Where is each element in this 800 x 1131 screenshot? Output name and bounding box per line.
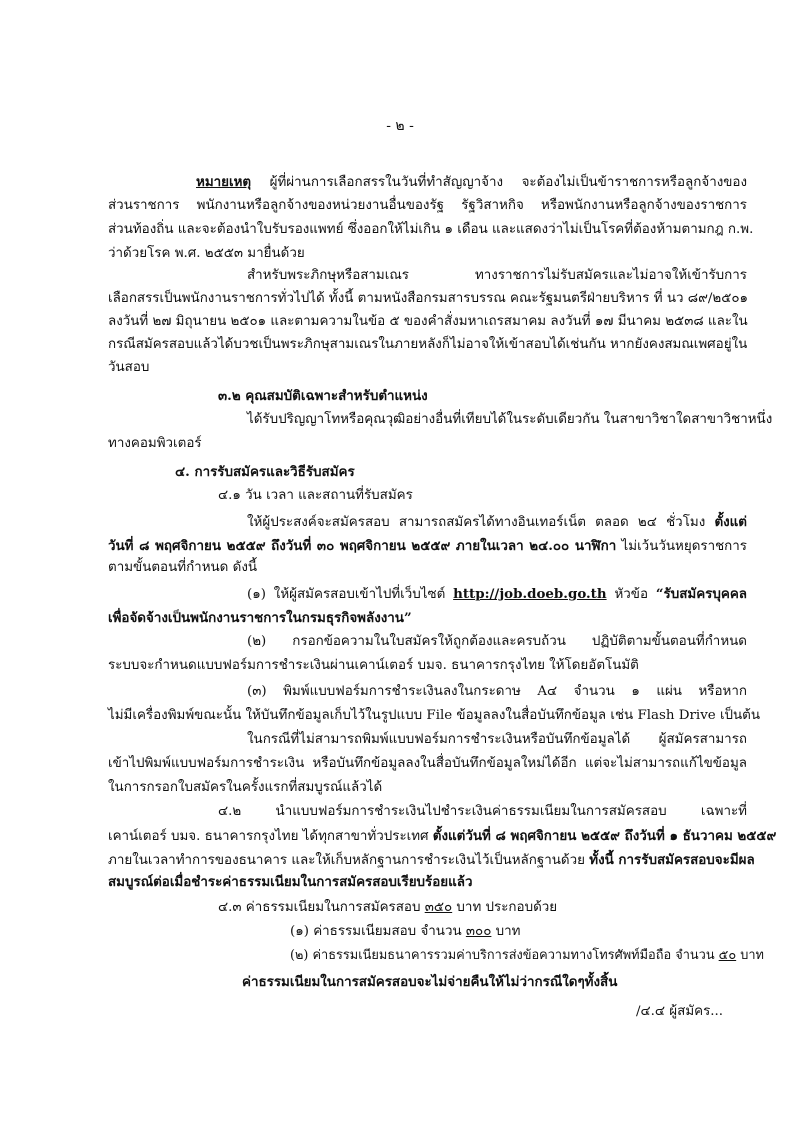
step-1-prefix: (๑) ให้ผู้สมัครสอบเข้าไปที่เว็บไซต์ [247, 587, 454, 602]
fee-2-label: (๒) ค่าธรรมเนียมธนาคารรวมค่าบริการส่งข้อความทางโทรศัพท์มือถือ จำนวน [290, 948, 719, 963]
step-1-mid: หัวข้อ [606, 587, 656, 602]
note-line-2: ส่วนราชการ พนักงานหรือลูกจ้างของหน่วยงานอื่นของรัฐ รัฐวิสาหกิจ หรือพนักงานหรือลูกจ้างของราชการ [108, 198, 747, 213]
monk-line-3: ลงวันที่ ๒๗ มิถุนายน ๒๕๐๑ และตามความในข้อ ๕ ของคำสั่งมหาเถรสมาคม ลงวันที่ ๑๗ มีนาคม ๒๕๓๘ และใน [108, 314, 748, 329]
fee-2-suffix: บาท [736, 948, 764, 963]
monk-line-2: เลือกสรรเป็นพนักงานราชการทั่วไปได้ ทั้งนี้ ตามหนังสือกรมสารบรรณ คณะรัฐมนตรีฝ่ายบริหาร ที่ นว ๘๙/๒๕๐๑ [108, 291, 749, 306]
fee-total-suffix: บาท ประกอบด้วย [452, 900, 558, 915]
section-4-2-line-2 [108, 826, 777, 847]
fee-total-amount: ๓๕๐ [424, 900, 453, 915]
fee-2-amount: ๕๐ [718, 948, 737, 963]
fee-1-label: (๑) ค่าธรรมเนียมสอบ จำนวน [290, 924, 466, 939]
note-line-4: ว่าด้วยโรค พ.ศ. ๒๕๕๓ มายื่นด้วย [108, 246, 305, 261]
apply-line-1-text: ให้ผู้ประสงค์จะสมัครสอบ สามารถสมัครได้ทางอินเทอร์เน็ต ตลอด ๒๔ ชั่วโมง [247, 515, 715, 530]
section-4-2-line-3-bold: ทั้งนี้ การรับสมัครสอบจะมีผล [589, 852, 755, 868]
section-4-3-line [218, 898, 557, 918]
step-1-line-1 [247, 584, 747, 605]
section-4-2-line-4: สมบูรณ์ต่อเมื่อชำระค่าธรรมเนียมในการสมัครสอบเรียบร้อยแล้ว [108, 874, 473, 890]
apply-line-1-bold: ตั้งแต่ [714, 514, 747, 530]
apply-line-3: ตามขั้นตอนที่กำหนด ดังนี้ [108, 560, 258, 575]
section-4-2-line-1: ๔.๒ นำแบบฟอร์มการชำระเงินไปชำระเงินค่าธรรมเนียมในการสมัครสอบ เฉพาะที่ [218, 804, 747, 819]
section-4-2-line-2-text: เคาน์เตอร์ บมจ. ธนาคารกรุงไทย ได้ทุกสาขาทั่วประเทศ [108, 829, 433, 844]
page-number: - ๒ - [386, 118, 414, 134]
section-3-2-line-2: ทางคอมพิวเตอร์ [108, 436, 202, 451]
step-3-line-4: เข้าไปพิมพ์แบบฟอร์มการชำระเงิน หรือบันทึกข้อมูลลงในสื่อบันทึกข้อมูลใหม่ได้อีก แต่จะไม่สามารถแก้ไขข้อมูล [108, 756, 747, 771]
note-line-3: ส่วนท้องถิ่น และจะต้องนำใบรับรองแพทย์ ซึ่งออกให้ไม่เกิน ๑ เดือน และแสดงว่าไม่เป็นโรคที่ต้องห้ามตามกฎ ก.พ. [108, 222, 754, 237]
payment-period: ตั้งแต่วันที่ ๘ พฤศจิกายน ๒๕๕๙ ถึงวันที่ ๑ ธันวาคม ๒๕๕๙ [432, 828, 777, 844]
apply-period: วันที่ ๘ พฤศจิกายน ๒๕๕๙ ถึงวันที่ ๓๐ พฤศจิกายน ๒๕๕๙ ภายในเวลา ๒๔.๐๐ นาฬิกา [108, 538, 617, 554]
step-1-line-2: เพื่อจัดจ้างเป็นพนักงานราชการในกรมธุรกิจพลังงาน” [108, 610, 412, 626]
section-4-heading: ๔. การรับสมัครและวิธีรับสมัคร [175, 464, 355, 480]
step-2-line-2: ระบบจะกำหนดแบบฟอร์มการชำระเงินผ่านเคาน์เตอร์ บมจ. ธนาคารกรุงไทย ให้โดยอัตโนมัติ [108, 658, 639, 673]
monk-line-5: วันสอบ [108, 360, 150, 375]
note-label: หมายเหตุ [196, 174, 252, 190]
step-3-line-2: ไม่มีเครื่องพิมพ์ขณะนั้น ให้บันทึกข้อมูลเก็บไว้ในรูปแบบ File ข้อมูลลงในสื่อบันทึกข้อมูล เช่น Flash Drive เป็นต้น [108, 708, 761, 723]
fee-1-line [290, 922, 521, 942]
note-line-1 [196, 172, 747, 193]
fee-total-label: ๔.๓ ค่าธรรมเนียมในการสมัครสอบ [218, 900, 425, 915]
apply-line-1 [247, 512, 747, 533]
step-3-line-3: ในกรณีที่ไม่สามารถพิมพ์แบบฟอร์มการชำระเงินหรือบันทึกข้อมูลได้ ผู้สมัครสามารถ [247, 732, 747, 747]
step-3-line-5: ในการกรอกใบสมัครในครั้งแรกที่สมบูรณ์แล้วได้ [108, 780, 383, 795]
no-refund-notice: ค่าธรรมเนียมในการสมัครสอบจะไม่จ่ายคืนให้ไม่ว่ากรณีใดๆทั้งสิ้น [242, 974, 618, 990]
section-4-1-heading: ๔.๑ วัน เวลา และสถานที่รับสมัคร [218, 488, 413, 503]
apply-line-2 [108, 536, 747, 557]
website-link[interactable]: http://job.doeb.go.th [453, 586, 607, 602]
fee-2-line [290, 946, 764, 966]
fee-1-amount: ๓๐๐ [465, 924, 492, 939]
apply-line-2-text: ไม่เว้นวันหยุดราชการ [616, 539, 748, 554]
monk-line-4: กรณีสมัครสอบแล้วได้บวชเป็นพระภิกษุสามเณรในภายหลังก็ไม่อาจให้เข้าสอบได้เช่นกัน หากยังคงสมณเพศอยู่ใน [108, 337, 748, 352]
section-3-2-line-1: ได้รับปริญญาโทหรือคุณวุฒิอย่างอื่นที่เทียบได้ในระดับเดียวกัน ในสาขาวิชาใดสาขาวิชาหนึ่ง [247, 412, 773, 427]
step-1-quote: “รับสมัครบุคคล [655, 586, 747, 602]
section-4-2-line-3 [108, 850, 755, 871]
monk-line-1: สำหรับพระภิกษุหรือสามเณร ทางราชการไม่รับสมัครและไม่อาจให้เข้ารับการ [247, 268, 747, 283]
fee-1-suffix: บาท [491, 924, 521, 939]
step-3-line-1: (๓) พิมพ์แบบฟอร์มการชำระเงินลงในกระดาษ A๔ จำนวน ๑ แผ่น หรือหาก [247, 684, 747, 699]
section-4-2-line-3-text: ภายในเวลาทำการของธนาคาร และให้เก็บหลักฐานการชำระเงินไว้เป็นหลักฐานด้วย [108, 853, 590, 868]
continued-marker: /๔.๔ ผู้สมัคร... [636, 1004, 724, 1019]
step-2-line-1: (๒) กรอกข้อความในใบสมัครให้ถูกต้องและครบถ้วน ปฏิบัติตามขั้นตอนที่กำหนด [247, 634, 747, 649]
note-first-line-text: ผู้ที่ผ่านการเลือกสรรในวันที่ทำสัญญาจ้าง จะต้องไม่เป็นข้าราชการหรือลูกจ้างของ [251, 175, 747, 190]
section-3-2-heading: ๓.๒ คุณสมบัติเฉพาะสำหรับตำแหน่ง [218, 388, 428, 404]
